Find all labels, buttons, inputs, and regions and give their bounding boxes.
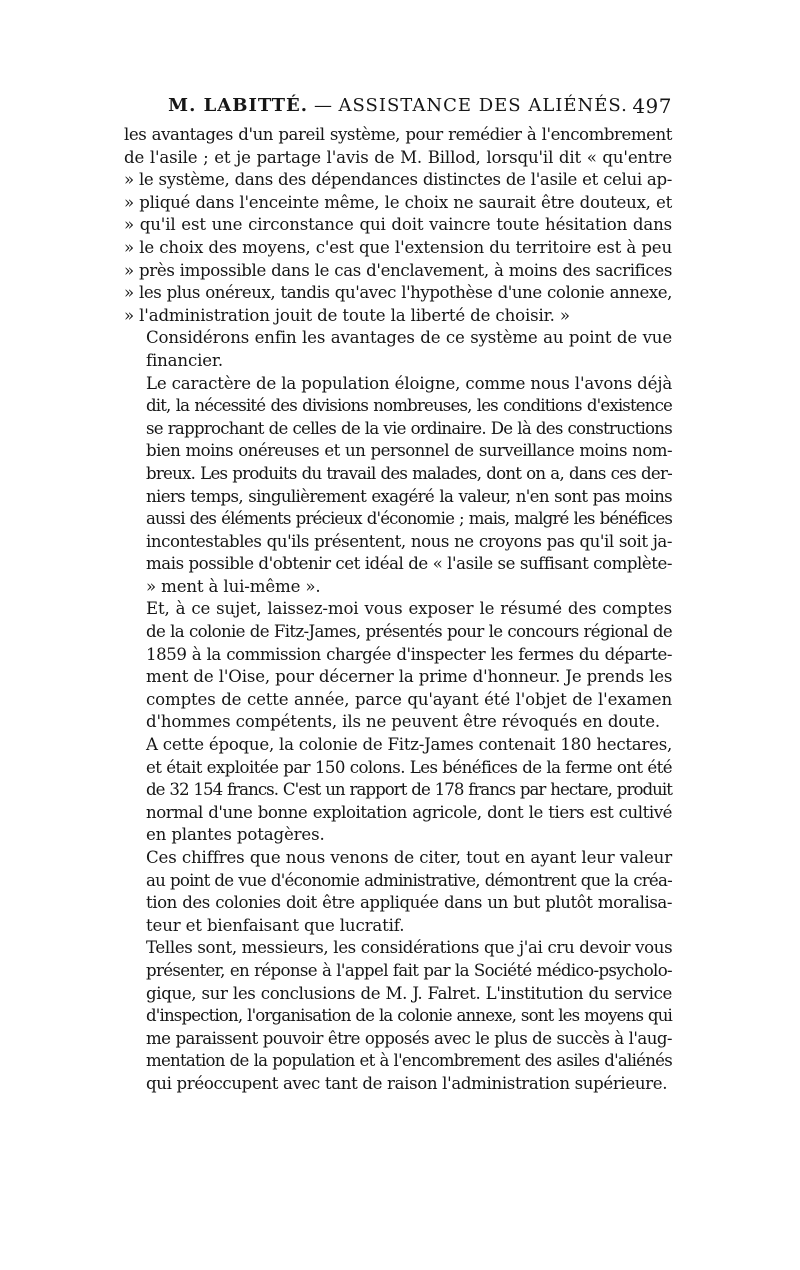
text-line: gique, sur les conclusions de M. J. Falret. L'institution du service: [146, 983, 672, 1003]
text-line: de l'asile ; et je partage l'avis de M. Billod, lorsqu'il dit « qu'entre: [124, 147, 672, 167]
text-line: » pliqué dans l'enceinte même, le choix ne saurait être douteux, et: [124, 192, 672, 212]
running-head-text: [168, 88, 628, 124]
text-line: Considérons enfin les avantages de ce système au point de vue: [146, 328, 672, 348]
text-line: se rapprochant de celles de la vie ordinaire. De là des constructions: [146, 418, 672, 438]
text-line: » qu'il est une circonstance qui doit vaincre toute hésitation dans: [124, 215, 672, 235]
text-line: 1859 à la commission chargée d'inspecter les fermes du départe-: [146, 644, 672, 664]
text-line: niers temps, singulièrement exagéré la valeur, n'en sont pas moins: [146, 486, 672, 506]
text-line: » les plus onéreux, tandis qu'avec l'hypothèse d'une colonie annexe,: [124, 283, 672, 303]
text-line: » ment à lui-même ».: [146, 576, 321, 596]
text-line: d'inspection, l'organisation de la colonie annexe, sont les moyens qui: [146, 1006, 672, 1026]
text-line: qui préoccupent avec tant de raison l'administration supérieure.: [146, 1073, 668, 1093]
text-line: de 32 154 francs. C'est un rapport de 178 francs par hectare, produit: [146, 780, 672, 800]
text-line: incontestables qu'ils présentent, nous ne croyons pas qu'il soit ja-: [146, 531, 672, 551]
text-line: breux. Les produits du travail des malades, dont on a, dans ces der-: [146, 463, 672, 483]
text-line: comptes de cette année, parce qu'ayant été l'objet de l'examen: [146, 689, 672, 709]
body-text: [124, 124, 672, 1096]
text-line: aussi des éléments précieux d'économie ; mais, malgré les bénéfices: [146, 509, 672, 529]
page-number: 497: [632, 94, 672, 118]
text-line: » le choix des moyens, c'est que l'extension du territoire est à peu: [124, 237, 672, 257]
text-line: et était exploitée par 150 colons. Les bénéfices de la ferme ont été: [146, 757, 672, 777]
running-head: [124, 88, 672, 124]
text-line: me paraissent pouvoir être opposés avec le plus de succès à l'aug-: [146, 1028, 672, 1048]
text-line: Telles sont, messieurs, les considérations que j'ai cru devoir vous: [146, 938, 673, 958]
paragraph: [124, 598, 672, 734]
text-line: A cette époque, la colonie de Fitz-James contenait 180 hectares,: [146, 735, 672, 755]
text-line: financier.: [146, 350, 224, 370]
text-line: » près impossible dans le cas d'enclavement, à moins des sacrifices: [124, 260, 672, 280]
text-line: les avantages d'un pareil système, pour remédier à l'encombrement: [124, 125, 672, 144]
running-head-author: M. LABITTÉ.: [168, 95, 309, 116]
paragraph: [124, 124, 672, 327]
text-line: mais possible d'obtenir cet idéal de « l'asile se suffisant complète-: [146, 554, 672, 574]
text-line: présenter, en réponse à l'appel fait par la Société médico-psycholo-: [146, 960, 672, 980]
paragraph: [124, 937, 672, 1095]
text-line: ment de l'Oise, pour décerner la prime d'honneur. Je prends les: [146, 667, 673, 687]
text-line: en plantes potagères.: [146, 825, 325, 845]
text-line: normal d'une bonne exploitation agricole, dont le tiers est cultivé: [146, 802, 672, 822]
running-head-separator: —: [314, 95, 333, 116]
text-line: Et, à ce sujet, laissez-moi vous exposer le résumé des comptes: [146, 599, 672, 619]
text-line: bien moins onéreuses et un personnel de surveillance moins nom-: [146, 441, 672, 461]
paragraph: [124, 327, 672, 372]
text-line: de la colonie de Fitz-James, présentés pour le concours régional de: [146, 622, 672, 642]
text-line: teur et bienfaisant que lucratif.: [146, 915, 405, 935]
text-line: au point de vue d'économie administrative, démontrent que la créa-: [146, 870, 672, 890]
text-line: dit, la nécessité des divisions nombreuses, les conditions d'existence: [146, 396, 672, 416]
paragraph: [124, 734, 672, 847]
text-line: » l'administration jouit de toute la liberté de choisir. »: [124, 305, 570, 325]
paragraph: [124, 373, 672, 599]
text-line: mentation de la population et à l'encombrement des asiles d'aliénés: [146, 1051, 672, 1071]
text-line: tion des colonies doit être appliquée dans un but plutôt moralisa-: [146, 893, 672, 913]
text-line: d'hommes compétents, ils ne peuvent être révoqués en doute.: [146, 712, 660, 732]
text-line: Ces chiffres que nous venons de citer, tout en ayant leur valeur: [146, 848, 672, 867]
text-line: » le système, dans des dépendances distinctes de l'asile et celui ap-: [124, 170, 672, 190]
book-page: [124, 88, 672, 1096]
text-line: Le caractère de la population éloigne, comme nous l'avons déjà: [146, 373, 673, 393]
running-head-title: ASSISTANCE DES ALIÉNÉS.: [338, 95, 628, 116]
paragraph: [124, 847, 672, 937]
